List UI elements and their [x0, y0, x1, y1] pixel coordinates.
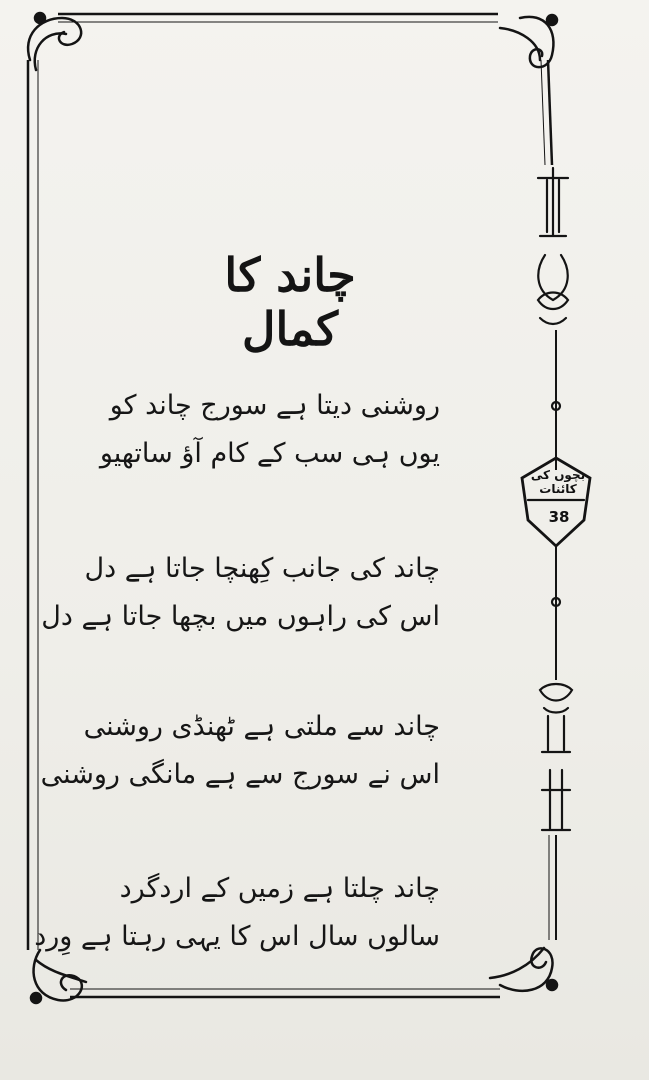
poem-line: یوں ہی سب کے کام آؤ ساتھیو — [99, 438, 440, 469]
poem-line: اس کی راہوں میں بچھا جاتا ہے دل — [41, 601, 440, 632]
stanza-2 — [41, 545, 440, 641]
magazine-logo: بچوں کی کائنات — [530, 468, 586, 496]
stanza-4 — [34, 865, 440, 961]
poem-line: سالوں سال اس کا یہی رہتا ہے وِرد — [34, 921, 440, 952]
poem-line: چاند کی جانب کِھنچا جاتا ہے دل — [84, 553, 440, 584]
poem-line: چاند سے ملتی ہے ٹھنڈی روشنی — [83, 711, 440, 742]
poem-line: چاند چلتا ہے زمیں کے اردگرد — [119, 873, 440, 904]
stanza-1 — [99, 382, 440, 478]
poem-line: روشنی دیتا ہے سورج چاند کو — [109, 390, 440, 421]
poem-line: اس نے سورج سے ہے مانگی روشنی — [40, 759, 440, 790]
poem-title: چاند کا کمال — [224, 248, 356, 356]
stanza-3 — [40, 703, 440, 799]
page-number: 38 — [548, 508, 570, 526]
